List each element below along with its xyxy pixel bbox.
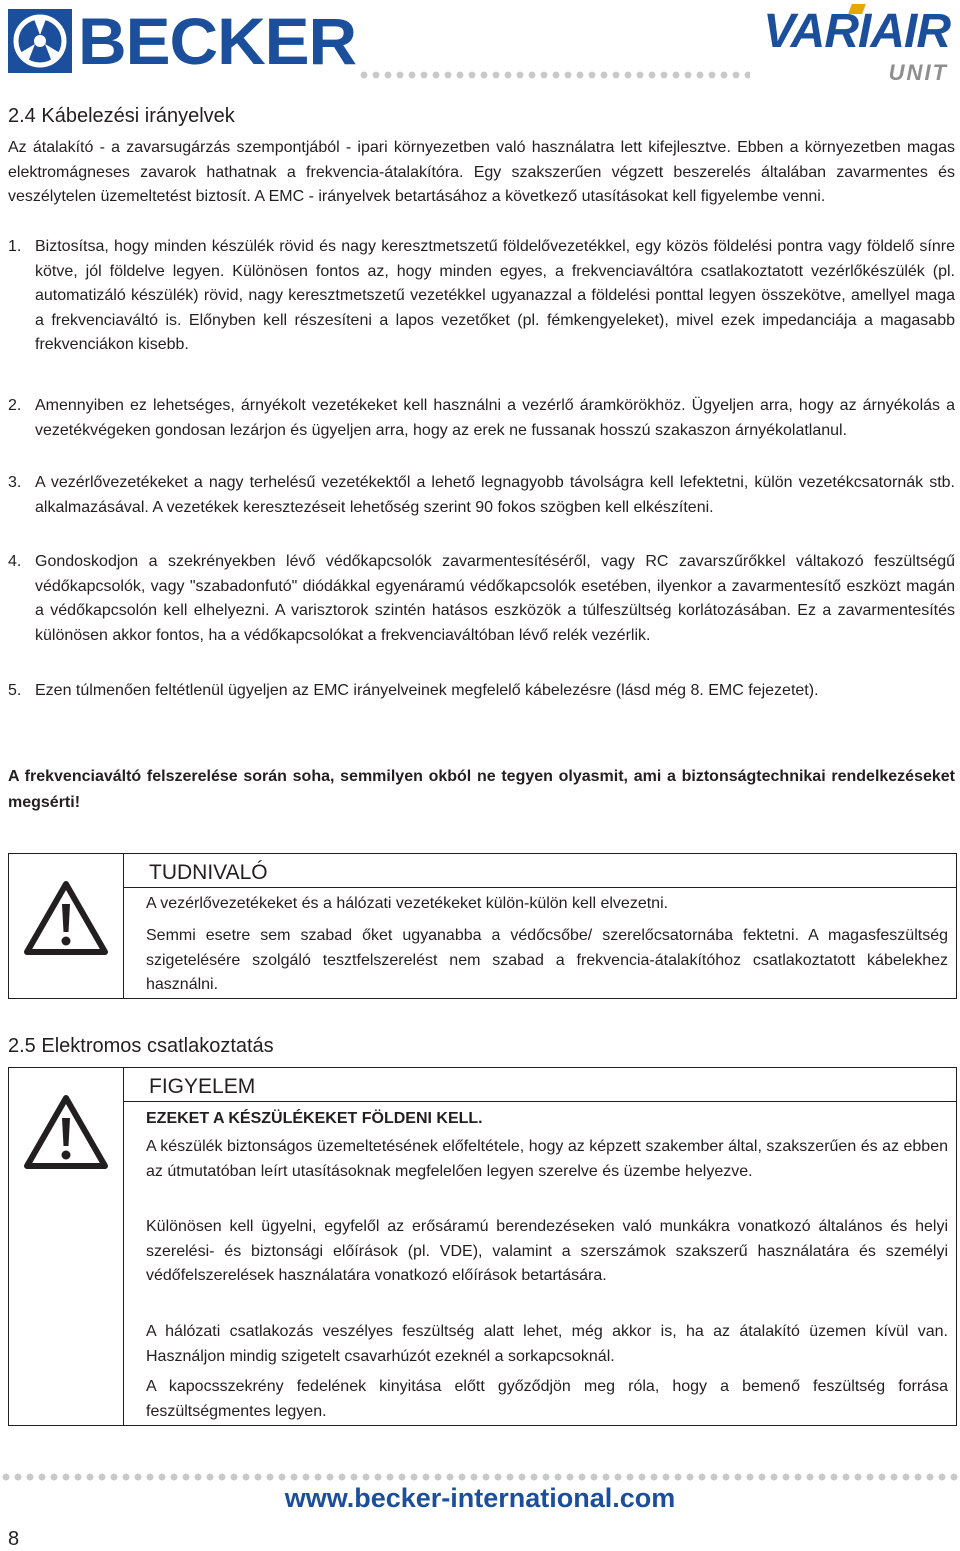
page-number: 8 bbox=[8, 1528, 20, 1550]
list-text: Biztosítsa, hogy minden készülék rövid és nagy keresztmetszetű földelővezetékkel, egy közös földelési pontra vagy földelő sínre kötve, jól földelve legyen. Különösen fontos az, hogy minden egyes, a frekvenciaváltóra csatlakoztatott vezérlőkészülék (pl. automatizáló készülék) rövid, nagy keresztmetszetű vezetékkel ugyanazzal a földelési ponttal legyen összekötve, amellyel maga a frekvenciaváltó is. Előnyben kell részesíteni a lapos vezetőket (pl. fémkengyeleket), mivel ezek impedanciája a magasabb frekvenciákon kisebb. bbox=[35, 238, 955, 353]
variair-logo bbox=[754, 4, 954, 88]
icon-cell bbox=[9, 854, 124, 998]
caution-title: FIGYELEM bbox=[149, 1075, 256, 1098]
website-url[interactable]: www.becker-international.com bbox=[284, 1483, 676, 1513]
list-text: A vezérlővezetékeket a nagy terhelésű vezetékektől a lehető legnagyobb távolságra kell lefektetni, külön vezetékcsatornák stb. alkalmazásával. A vezetékek keresztezéseit lehetőség szerint 90 fokos szögben kell elkészíteni. bbox=[35, 474, 955, 516]
variair-wordmark: VARIAIR bbox=[763, 5, 950, 58]
title-divider bbox=[124, 887, 956, 888]
list-text: Ezen túlmenően feltétlenül ügyeljen az EMC irányelveinek megfelelő kábelezésre (lásd még 8. EMC fejezetet). bbox=[35, 682, 819, 699]
list-item bbox=[8, 235, 955, 358]
footer-dot-rule bbox=[0, 1472, 960, 1482]
list-text: Gondoskodjon a szekrényekben lévő védőkapcsolók zavarmentesítéséről, vagy RC zavarszűrőkkel váltakozó feszültségű védőkapcsolók, vagy "szabadonfutó" diódákkal egyenáramú védőkapcsolók esetében, ilyenkor a zavarmentesítő eszközt magán a védőkapcsolón kell elhelyezni. A varisztorok szintén hatásos eszközök a túlfeszültség korlátozásában. Ez a zavarmentesítés különösen akkor fontos, ha a védőkapcsolókat a frekvenciaváltóban lévő relék vezérlik. bbox=[35, 553, 955, 644]
list-number: 5. bbox=[8, 682, 22, 699]
list-item bbox=[8, 679, 955, 704]
caution-box bbox=[8, 1067, 957, 1426]
fan-icon bbox=[8, 9, 72, 73]
list-item bbox=[8, 550, 955, 648]
section-title-2-5: 2.5 Elektromos csatlakoztatás bbox=[8, 1035, 274, 1057]
brand-name: BECKER bbox=[78, 4, 357, 78]
list-text: Amennyiben ez lehetséges, árnyékolt vezetékeket kell használni a vezérlő áramkörökhöz. Ügyeljen arra, hogy az árnyékolás a vezetékvégeken gondosan lezárjon és ügyeljen arra, hogy az erek ne fussanak hosszú szakaszon árnyékolatlanul. bbox=[35, 397, 955, 439]
caution-bold-line: EZEKET A KÉSZÜLÉKEKET FÖLDENI KELL. bbox=[146, 1110, 483, 1127]
intro-paragraph: Az átalakító - a zavarsugárzás szempontjából - ipari környezetben való használatra lett kifejlesztve. Ebben a környezetben magas elektromágneses zavarok hathatnak a frekvencia-átalakítóra. Egy szakszerűen végzett beszerelés általában zavarmentes és veszélytelen üzemeltetést biztosít. A EMC - irányelvek betartásához a következő utasításokat kell figyelembe venni. bbox=[8, 139, 955, 205]
section-title-2-4: 2.4 Kábelezési irányelvek bbox=[8, 105, 235, 127]
list-number: 1. bbox=[8, 238, 22, 255]
icon-cell bbox=[9, 1068, 124, 1425]
note-title: TUDNIVALÓ bbox=[149, 861, 268, 884]
note-box bbox=[8, 853, 957, 999]
note-paragraph: Semmi esetre sem szabad őket ugyanabba a védőcsőbe/ szerelőcsatornába fektetni. A magasfeszültség szigetelésére szolgáló tesztfelszerelést nem szabad a frekvencia-átalakítóhoz csatlakoztatott kábelekhez használni. bbox=[146, 927, 948, 993]
list-number: 4. bbox=[8, 553, 22, 570]
unit-wordmark: UNIT bbox=[888, 60, 948, 85]
list-item bbox=[8, 394, 955, 443]
page-header bbox=[0, 0, 960, 90]
caution-paragraph: A hálózati csatlakozás veszélyes feszültség alatt lehet, még akkor is, ha az átalakító üzemen kívül van. Használjon mindig szigetelt csavarhúzót ezeknél a sorkapcsoknál. bbox=[146, 1323, 948, 1365]
list-item bbox=[8, 471, 955, 520]
list-number: 3. bbox=[8, 474, 22, 491]
safety-warning: A frekvenciaváltó felszerelése során soha, semmilyen okból ne tegyen olyasmit, ami a biztonságtechnikai rendelkezéseket megsérti! bbox=[8, 768, 955, 811]
note-paragraph: A vezérlővezetékeket és a hálózati vezetékeket külön-külön kell elvezetni. bbox=[146, 895, 669, 912]
list-number: 2. bbox=[8, 397, 22, 414]
warning-triangle-icon bbox=[23, 1094, 109, 1170]
caution-paragraph: A kapocsszekrény fedelének kinyitása előtt győződjön meg róla, hogy a bemenő feszültség forrása feszültségmentes legyen. bbox=[146, 1378, 948, 1420]
caution-paragraph: A készülék biztonságos üzemeltetésének előfeltétele, hogy az képzett szakember által, szakszerűen és az ebben az útmutatóban leírt utasításoknak megfelelően legyen szerelve és üzembe helyezve. bbox=[146, 1138, 948, 1180]
header-dot-rule bbox=[358, 70, 750, 80]
caution-paragraph: Különösen kell ügyelni, egyfelől az erősáramú berendezéseken való munkákra vonatkozó általános és helyi szerelési- és biztonsági előírások (pl. VDE), valamint a szerszámok szakszerű használatára és személyi védőfelszerelések használatára vonatkozó előírások betartására. bbox=[146, 1218, 948, 1284]
title-divider bbox=[124, 1101, 956, 1102]
becker-logo bbox=[8, 4, 357, 78]
warning-triangle-icon bbox=[23, 880, 109, 956]
